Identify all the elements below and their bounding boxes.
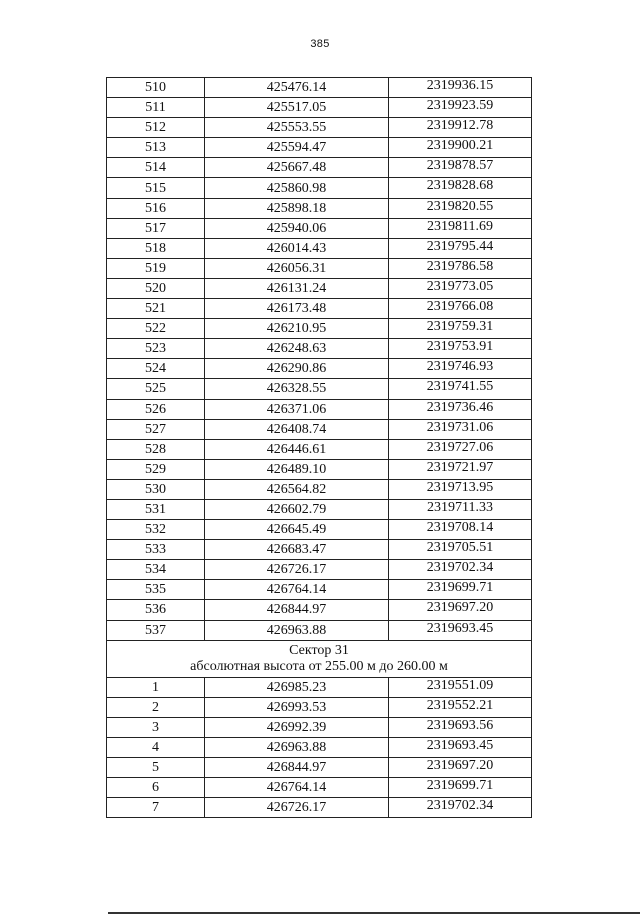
point-number-cell: 527 [107,419,205,439]
x-coordinate-cell: 426564.82 [205,479,389,499]
point-number-cell: 517 [107,218,205,238]
x-coordinate-cell: 426683.47 [205,540,389,560]
y-coordinate-cell: 2319551.09 [389,677,532,697]
table-row [107,499,532,519]
table-row [107,717,532,737]
table-row [107,697,532,717]
point-number-cell: 6 [107,778,205,798]
x-coordinate-cell: 426992.39 [205,717,389,737]
x-coordinate-cell: 426446.61 [205,439,389,459]
x-coordinate-cell: 425860.98 [205,178,389,198]
table-row [107,778,532,798]
y-coordinate-cell: 2319786.58 [389,258,532,278]
x-coordinate-cell: 426726.17 [205,560,389,580]
y-coordinate-cell: 2319731.06 [389,419,532,439]
table-row [107,520,532,540]
x-coordinate-cell: 426844.97 [205,758,389,778]
point-number-cell: 515 [107,178,205,198]
point-number-cell: 2 [107,697,205,717]
sector-header-row [107,640,532,677]
table-row [107,238,532,258]
y-coordinate-cell: 2319753.91 [389,339,532,359]
y-coordinate-cell: 2319923.59 [389,98,532,118]
y-coordinate-cell: 2319699.71 [389,778,532,798]
y-coordinate-cell: 2319878.57 [389,158,532,178]
table-row [107,459,532,479]
x-coordinate-cell: 426726.17 [205,798,389,818]
x-coordinate-cell: 425553.55 [205,118,389,138]
point-number-cell: 531 [107,499,205,519]
x-coordinate-cell: 426248.63 [205,339,389,359]
table-row [107,158,532,178]
point-number-cell: 5 [107,758,205,778]
y-coordinate-cell: 2319811.69 [389,218,532,238]
point-number-cell: 513 [107,138,205,158]
table-row [107,258,532,278]
y-coordinate-cell: 2319759.31 [389,319,532,339]
page-number: 385 [310,38,330,50]
point-number-cell: 511 [107,98,205,118]
point-number-cell: 533 [107,540,205,560]
point-number-cell: 523 [107,339,205,359]
table-row [107,580,532,600]
y-coordinate-cell: 2319693.45 [389,737,532,757]
point-number-cell: 510 [107,78,205,98]
y-coordinate-cell: 2319795.44 [389,238,532,258]
x-coordinate-cell: 425476.14 [205,78,389,98]
x-coordinate-cell: 426210.95 [205,319,389,339]
y-coordinate-cell: 2319721.97 [389,459,532,479]
table-row [107,600,532,620]
x-coordinate-cell: 426764.14 [205,580,389,600]
table-row [107,218,532,238]
y-coordinate-cell: 2319746.93 [389,359,532,379]
x-coordinate-cell: 426489.10 [205,459,389,479]
sector-subtitle: абсолютная высота от 255.00 м до 260.00 м [190,659,448,675]
point-number-cell: 525 [107,379,205,399]
table-row [107,138,532,158]
x-coordinate-cell: 426173.48 [205,299,389,319]
table-row [107,359,532,379]
table-row [107,379,532,399]
point-number-cell: 512 [107,118,205,138]
y-coordinate-cell: 2319711.33 [389,499,532,519]
y-coordinate-cell: 2319708.14 [389,520,532,540]
table-row [107,198,532,218]
x-coordinate-cell: 426993.53 [205,697,389,717]
y-coordinate-cell: 2319697.20 [389,758,532,778]
y-coordinate-cell: 2319699.71 [389,580,532,600]
x-coordinate-cell: 426014.43 [205,238,389,258]
table-row [107,118,532,138]
table-row [107,677,532,697]
x-coordinate-cell: 426645.49 [205,520,389,540]
point-number-cell: 518 [107,238,205,258]
x-coordinate-cell: 425594.47 [205,138,389,158]
x-coordinate-cell: 426985.23 [205,677,389,697]
point-number-cell: 4 [107,737,205,757]
point-number-cell: 524 [107,359,205,379]
point-number-cell: 3 [107,717,205,737]
table-row [107,178,532,198]
coordinates-table-container [106,77,531,818]
y-coordinate-cell: 2319736.46 [389,399,532,419]
point-number-cell: 7 [107,798,205,818]
x-coordinate-cell: 426602.79 [205,499,389,519]
y-coordinate-cell: 2319900.21 [389,138,532,158]
table-row [107,319,532,339]
y-coordinate-cell: 2319936.15 [389,78,532,98]
point-number-cell: 537 [107,620,205,640]
point-number-cell: 526 [107,399,205,419]
y-coordinate-cell: 2319693.45 [389,620,532,640]
table-row [107,98,532,118]
y-coordinate-cell: 2319693.56 [389,717,532,737]
y-coordinate-cell: 2319773.05 [389,278,532,298]
table-row [107,479,532,499]
x-coordinate-cell: 425667.48 [205,158,389,178]
table-row [107,399,532,419]
table-row [107,540,532,560]
point-number-cell: 516 [107,198,205,218]
table-row [107,299,532,319]
x-coordinate-cell: 426131.24 [205,278,389,298]
table-row [107,439,532,459]
page-bottom-border [108,912,640,914]
table-body-bottom [107,677,532,818]
sector-header-body [107,640,532,677]
point-number-cell: 519 [107,258,205,278]
x-coordinate-cell: 425940.06 [205,218,389,238]
table-row [107,419,532,439]
y-coordinate-cell: 2319713.95 [389,479,532,499]
x-coordinate-cell: 425517.05 [205,98,389,118]
x-coordinate-cell: 426764.14 [205,778,389,798]
table-row [107,737,532,757]
x-coordinate-cell: 426328.55 [205,379,389,399]
y-coordinate-cell: 2319552.21 [389,697,532,717]
table-body-top [107,78,532,641]
point-number-cell: 514 [107,158,205,178]
x-coordinate-cell: 426290.86 [205,359,389,379]
table-row [107,560,532,580]
point-number-cell: 520 [107,278,205,298]
x-coordinate-cell: 426056.31 [205,258,389,278]
y-coordinate-cell: 2319702.34 [389,560,532,580]
table-row [107,798,532,818]
coordinates-table [106,77,532,818]
point-number-cell: 521 [107,299,205,319]
point-number-cell: 1 [107,677,205,697]
y-coordinate-cell: 2319820.55 [389,198,532,218]
point-number-cell: 528 [107,439,205,459]
y-coordinate-cell: 2319705.51 [389,540,532,560]
y-coordinate-cell: 2319697.20 [389,600,532,620]
point-number-cell: 534 [107,560,205,580]
x-coordinate-cell: 426371.06 [205,399,389,419]
point-number-cell: 535 [107,580,205,600]
y-coordinate-cell: 2319828.68 [389,178,532,198]
x-coordinate-cell: 426844.97 [205,600,389,620]
x-coordinate-cell: 426963.88 [205,737,389,757]
y-coordinate-cell: 2319741.55 [389,379,532,399]
table-row [107,339,532,359]
y-coordinate-cell: 2319912.78 [389,118,532,138]
table-row [107,278,532,298]
point-number-cell: 530 [107,479,205,499]
y-coordinate-cell: 2319727.06 [389,439,532,459]
table-row [107,758,532,778]
x-coordinate-cell: 425898.18 [205,198,389,218]
sector-header-cell [107,640,532,677]
x-coordinate-cell: 426963.88 [205,620,389,640]
point-number-cell: 529 [107,459,205,479]
point-number-cell: 532 [107,520,205,540]
point-number-cell: 522 [107,319,205,339]
point-number-cell: 536 [107,600,205,620]
y-coordinate-cell: 2319702.34 [389,798,532,818]
table-row [107,620,532,640]
x-coordinate-cell: 426408.74 [205,419,389,439]
sector-title: Сектор 31 [289,643,349,659]
y-coordinate-cell: 2319766.08 [389,299,532,319]
table-row [107,78,532,98]
